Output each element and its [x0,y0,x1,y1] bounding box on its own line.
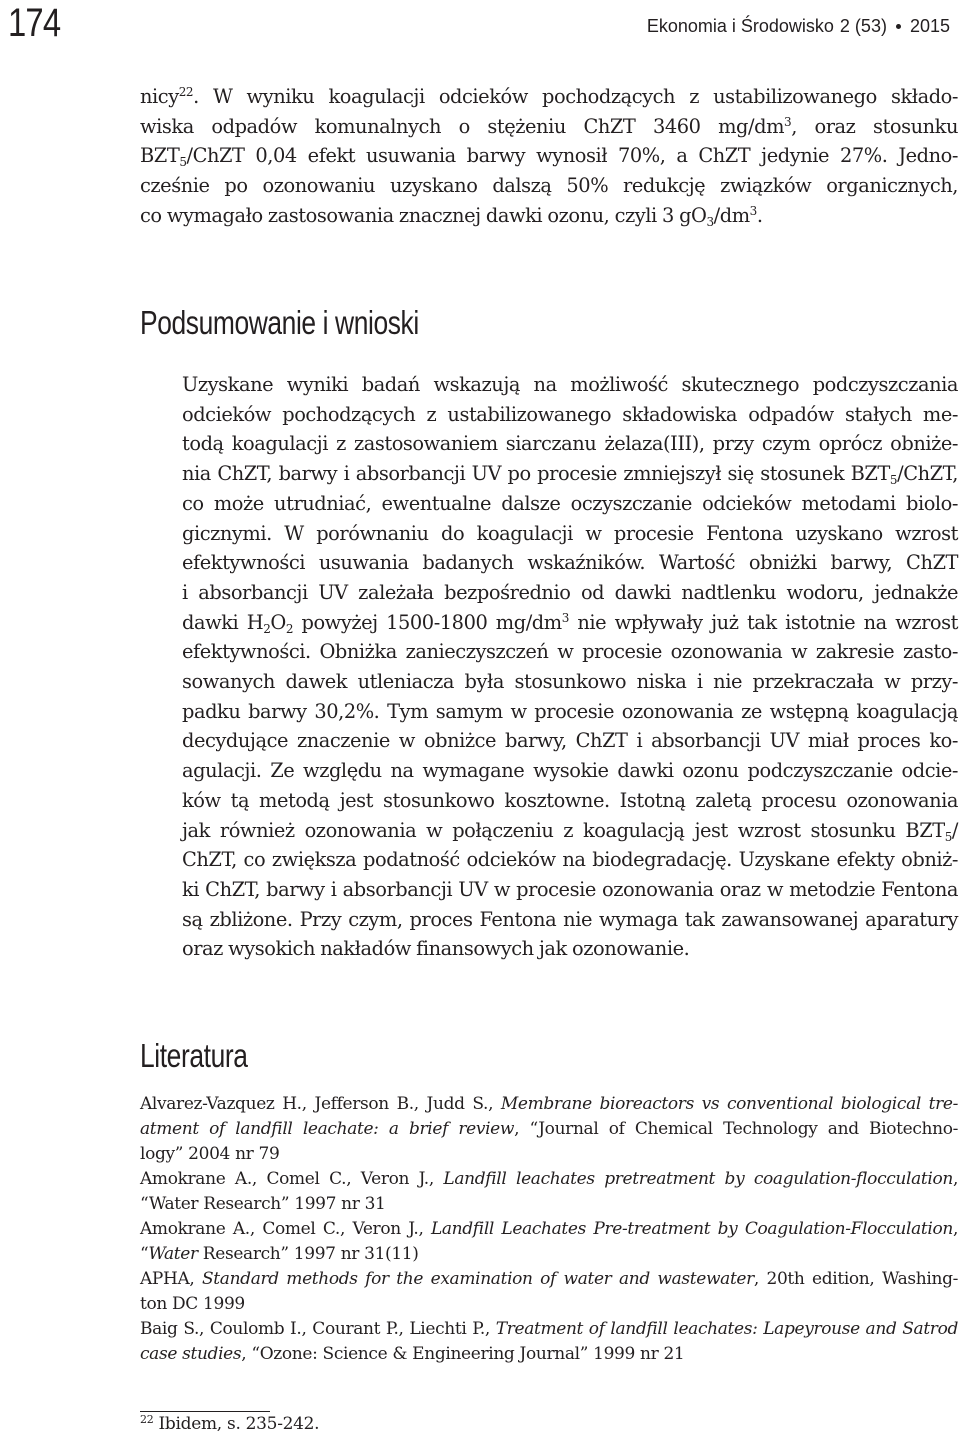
journal-issue: 2 (53) [839,16,887,36]
footnote [140,1413,319,1435]
text-line: cześnie po ozonowaniu uzyskano dalszą 50% redukcję związków organicznych, [140,174,958,198]
text-line: nicy$^{22}$. W wyniku koagulacji odcieków pochodzących z ustabilizowanego składo- [140,85,958,108]
text-line: gicznymi. W porównaniu do koagulacji w procesie Fentona uzyskano wzrost [182,521,958,545]
reference-item: Amokrane A., Comel C., Veron J., Landfill Leachates Pre-treatment by Coagulation-Flocculation, “Water Research” 1997 nr 31(11) [140,1219,958,1264]
text-line: padku barwy 30,2%. Tym samym w procesie ozonowania ze wstępną koagulacją [182,699,958,723]
text-line: co może utrudniać, ewentualne dalsze oczyszczanie odcieków metodami biolo- [182,491,958,515]
text-line: ki ChZT, barwy i absorbancji UV w procesie ozonowania oraz w metodzie Fentona [182,877,958,901]
page-number: 174 [8,1,61,45]
journal-year: 2015 [909,16,950,36]
text-line: sowanych dawek utleniacza była stosunkowo niska i nie przekraczała w przy- [182,670,958,694]
text-line: jak również ozonowania w połączeniu z koagulacją jest wzrost stosunku $BZT_5/$ [182,818,958,844]
journal-name: Ekonomia i Środowisko [646,16,834,36]
text-line: i absorbancji UV zależała bezpośrednio od dawki nadtlenku wodoru, jednakże [182,580,958,604]
text-line: wiska odpadów komunalnych o stężeniu ChZT 3460 $mg/dm^3$, oraz stosunku [140,114,959,138]
running-head [647,14,950,38]
section-heading-literature: Literatura [140,1037,248,1074]
footnote-ref: 22 [178,85,194,99]
text-line: ChZT, co zwiększa podatność odcieków na biodegradację. Uzyskane efekty obniż- [182,848,958,872]
summary-paragraph [140,370,958,964]
reference-item: Baig S., Coulomb I., Courant P., Liechti P., Treatment of landfill leachates: Lapeyrouse and Satrod case studies, “Ozone: Science & Engineering Journal” 1999 nr 21 [140,1319,958,1364]
reference-item: Amokrane A., Comel C., Veron J., Landfill leachates pretreatment by coagulation-flocculation, “Water Research” 1997 nr 31 [140,1169,958,1214]
text-line: todą koagulacji z zastosowaniem siarczanu żelaza(III), przy czym oprócz obniże- [182,432,958,456]
reference-list [140,1092,958,1367]
bullet-separator-icon [896,24,901,29]
section-heading-summary: Podsumowanie i wnioski [140,304,419,341]
text-line: ków tą metodą jest stosunkowo kosztowne. Istotną zaletą procesu ozonowania [182,788,958,812]
page-header [0,0,960,50]
reference-item: Alvarez-Vazquez H., Jefferson B., Judd S., Membrane bioreactors vs conventional biological tre- atment of landfill leachate: a brief review, “Journal of Chemical Technology and Biotechno- logy” 2004 nr 79 [140,1094,959,1164]
intro-paragraph [140,82,958,231]
text-line: efektywności usuwania badanych wskaźników. Wartość obniżki barwy, ChZT [182,551,958,575]
text-line: są zbliżone. Przy czym, proces Fentona nie wymaga tak zawansowanej aparatury [182,907,958,931]
text-line: nia ChZT, barwy i absorbancji UV po procesie zmniejszył się stosunek $BZT_5$/ChZT, [182,462,958,488]
text-line: decydujące znaczenie w obniżce barwy, ChZT i absorbancji UV miał proces ko- [182,729,958,753]
reference-item: APHA, Standard methods for the examination of water and wastewater, 20th edition, Washing- ton DC 1999 [140,1269,958,1314]
text-line: oraz wysokich nakładów finansowych jak ozonowanie. [182,937,690,961]
text-line: $BZT_5$/ChZT 0,04 efekt usuwania barwy wynosił 70%, a ChZT jedynie 27%. Jedno- [140,144,958,170]
footnote-divider [140,1411,270,1412]
text-line: odcieków pochodzących z ustabilizowanego składowiska odpadów stałych me- [182,402,958,426]
text-line: co wymagało zastosowania znacznej dawki ozonu, czyli 3 $gO_3/dm^3$. [140,203,763,229]
footnote-text: Ibidem, s. 235-242. [153,1414,320,1434]
text-line: dawki $H_2O_2$ powyżej 1500-1800 $mg/dm^3$ nie wpływały już tak istotnie na wzrost [182,610,958,636]
text-line: Uzyskane wyniki badań wskazują na możliwość skutecznego podczyszczania [182,373,958,396]
text-line: efektywności. Obniżka zanieczyszczeń w procesie ozonowania w zakresie zasto- [182,640,958,664]
text-line: agulacji. Ze względu na wymagane wysokie dawki ozonu podczyszczanie odcie- [182,759,958,783]
footnote-number: 22 [140,1413,154,1426]
